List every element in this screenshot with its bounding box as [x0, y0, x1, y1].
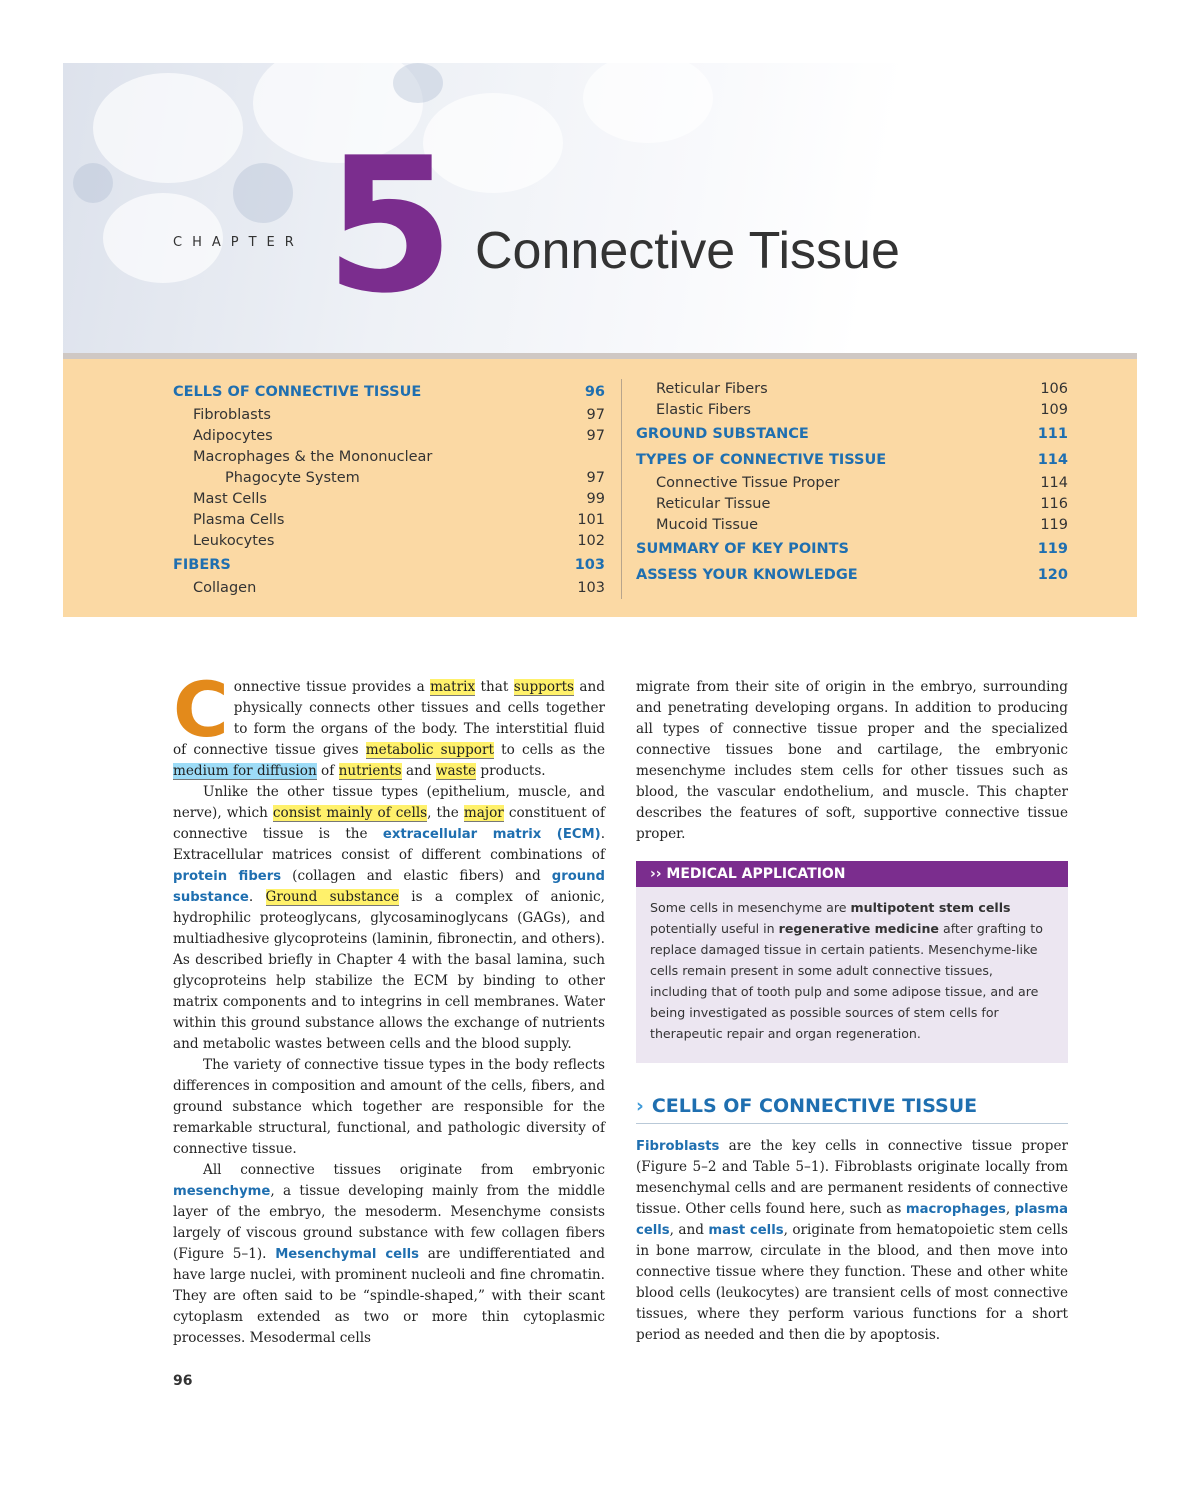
- key-term: ground substance: [173, 869, 605, 905]
- toc-entry[interactable]: [636, 447, 1068, 473]
- text-run: , and: [669, 1222, 709, 1238]
- toc-entry-page: 102: [577, 533, 605, 549]
- toc-entry[interactable]: [636, 421, 1068, 447]
- chapter-number: 5: [325, 117, 455, 334]
- toc-entry-page: 99: [586, 491, 605, 507]
- section-heading: [636, 1095, 1068, 1124]
- section-heading-text: CELLS OF CONNECTIVE TISSUE: [651, 1095, 978, 1117]
- toc-entry-label: Adipocytes: [193, 428, 273, 444]
- header-bg-cell: [583, 63, 713, 143]
- toc-entry-page: 109: [1040, 402, 1068, 418]
- text-run: that: [475, 679, 514, 695]
- toc-entry-label: Reticular Tissue: [656, 496, 771, 512]
- page-number: 96: [173, 1373, 193, 1389]
- text-run: and: [401, 763, 436, 779]
- toc-entry-page: 103: [577, 580, 605, 596]
- toc-entry[interactable]: [636, 536, 1068, 562]
- key-term: mesenchyme: [173, 1184, 271, 1199]
- toc-entry-page: 101: [577, 512, 605, 528]
- toc-entry-page: 119: [1040, 517, 1068, 533]
- highlight: matrix: [430, 679, 476, 695]
- medical-application-box: [636, 861, 1068, 1063]
- toc-entry[interactable]: [636, 379, 1068, 400]
- key-term: mast cells: [708, 1223, 784, 1238]
- toc-entry-label: Leukocytes: [193, 533, 275, 549]
- text-run: Unlike the other tissue types (epithelium, muscle, and nerve), which: [173, 784, 605, 821]
- text-run: after grafting to replace damaged tissue in certain patients. Mesenchyme-like cells remain present in some adult connective tissues, including that of tooth pulp and some adipose tissue, and are being investigated as possible sources of stem cells for therapeutic repair and organ regeneration.: [650, 921, 1043, 1041]
- highlight: consist mainly of cells: [272, 805, 428, 821]
- header-bg-cell: [93, 73, 243, 183]
- paragraph-variety: The variety of connective tissue types in the body reflects differences in composition and amount of the cells, fibers, and ground substance which together are responsible for the remarkable structural, functional, and pathologic diversity of connective tissue.: [173, 1057, 605, 1157]
- toc-left-column: [173, 379, 605, 599]
- text-run: onnective tissue provides a: [233, 679, 431, 695]
- toc-entry-label: Mucoid Tissue: [656, 517, 759, 533]
- toc-entry-page: 97: [586, 470, 605, 486]
- text-run: Some cells in mesenchyme are: [650, 900, 851, 915]
- toc-entry[interactable]: [173, 379, 605, 405]
- header-bg-shade: [393, 63, 443, 103]
- key-term: Fibroblasts: [636, 1139, 720, 1154]
- toc-entry[interactable]: [636, 400, 1068, 421]
- toc-entry[interactable]: [636, 515, 1068, 536]
- header-bg-shade: [73, 163, 113, 203]
- bold-term: multipotent stem cells: [850, 900, 1011, 915]
- text-run: and physically connects other tissues and cells together to form the organs of the body. The interstitial fluid of connective tissue gives: [173, 679, 605, 758]
- toc-entry[interactable]: [636, 562, 1068, 588]
- highlight-blue: medium for diffusion: [173, 763, 317, 779]
- bold-term: regenerative medicine: [778, 921, 939, 936]
- paragraph-ecm: [173, 782, 605, 1055]
- highlight: waste: [435, 763, 477, 779]
- key-term: Mesenchymal cells: [275, 1247, 420, 1262]
- toc-entry-label: SUMMARY OF KEY POINTS: [636, 541, 850, 557]
- toc-entry-label: CELLS OF CONNECTIVE TISSUE: [173, 384, 422, 400]
- toc-entry-label: Fibroblasts: [193, 407, 271, 423]
- key-term: extracellular matrix (ECM): [382, 827, 601, 842]
- toc-entry[interactable]: [173, 578, 605, 599]
- toc-entry-page: 103: [574, 557, 605, 573]
- paragraph-intro: [173, 665, 605, 782]
- text-run: are undifferentiated and have large nuclei, with prominent nucleoli and fine chromatin. They are often said to be “spindle-shaped,” with their scant cytoplasm extended as two or more thin cytoplasmic processes. Mesodermal cells: [173, 1246, 605, 1346]
- highlight: nutrients: [338, 763, 402, 779]
- toc-entry-label: Collagen: [193, 580, 257, 596]
- text-run: of: [316, 763, 339, 779]
- drop-cap: C: [173, 665, 229, 754]
- toc-entry-page: 114: [1037, 452, 1068, 468]
- toc-entry-page: 114: [1040, 475, 1068, 491]
- text-run: All connective tissues originate from embryonic: [203, 1162, 605, 1178]
- toc-entry-label: FIBERS: [173, 557, 231, 573]
- highlight: major: [463, 805, 504, 821]
- toc-entry[interactable]: [173, 468, 605, 489]
- toc-entry[interactable]: [173, 405, 605, 426]
- toc-entry-page: 97: [586, 407, 605, 423]
- chapter-header: [63, 63, 1137, 353]
- toc-entry-label: GROUND SUBSTANCE: [636, 426, 809, 442]
- text-run: to cells as the: [493, 742, 605, 758]
- key-term: plasma cells: [636, 1202, 1068, 1238]
- key-term: protein fibers: [173, 869, 282, 884]
- text-run: are the key cells in connective tissue proper (Figure 5–2 and Table 5–1). Fibroblasts originate locally from mesenchymal cells and are permanent residents of connective tissue. Other cells found here, such as: [636, 1138, 1068, 1217]
- toc-entry-label: Plasma Cells: [193, 512, 285, 528]
- body-left-column: [173, 665, 606, 1349]
- toc-entry-page: 119: [1037, 541, 1068, 557]
- toc-entry[interactable]: [173, 510, 605, 531]
- paragraph-mesenchyme: [173, 1160, 605, 1349]
- toc-entry-page: 97: [586, 428, 605, 444]
- paragraph-migration: migrate from their site of origin in the embryo, surrounding and penetrating developing organs. In addition to producing all types of connective tissue proper and the specialized connective tissues bone and cartilage, the embryonic mesenchyme includes stem cells for other tissues such as blood, the vascular endothelium, and muscle. This chapter describes the features of soft, supportive connective tissue proper.: [636, 679, 1068, 842]
- toc-entry-label: Phagocyte System: [225, 470, 360, 486]
- text-run: constituent of connective tissue is the: [173, 805, 605, 842]
- toc-divider: [621, 379, 622, 599]
- toc-entry-label: TYPES OF CONNECTIVE TISSUE: [636, 452, 887, 468]
- text-run: . Extracellular matrices consist of different combinations of: [173, 826, 606, 863]
- toc-entry-label: Mast Cells: [193, 491, 267, 507]
- toc-entry[interactable]: [173, 489, 605, 510]
- chapter-contents: [63, 359, 1137, 617]
- text-run: , originate from hematopoietic stem cells in bone marrow, circulate in the blood, and then move into connective tissue where they function. These and other white blood cells (leukocytes) are transient cells of most connective tissues, where they perform various functions for a short period as needed and then die by apoptosis.: [636, 1222, 1068, 1343]
- text-run: ,: [1005, 1201, 1015, 1217]
- chapter-title: Connective Tissue: [475, 222, 900, 280]
- toc-entry[interactable]: [173, 426, 605, 447]
- highlight: metabolic support: [365, 742, 494, 758]
- toc-entry[interactable]: [173, 447, 605, 468]
- highlight: Ground substance: [265, 889, 399, 905]
- text-run: (collagen and elastic fibers) and: [281, 868, 552, 884]
- page: [63, 63, 1137, 1473]
- text-run: , a tissue developing mainly from the middle layer of the embryo, the mesoderm. Mesenchyme consists largely of viscous ground substance with few collagen fibers (Figure 5–1).: [173, 1183, 605, 1262]
- toc-entry-label: ASSESS YOUR KNOWLEDGE: [636, 567, 858, 583]
- chevron-right-icon: ›: [636, 1095, 644, 1117]
- toc-entry[interactable]: [173, 531, 605, 552]
- toc-entry-page: 116: [1040, 496, 1068, 512]
- key-term: macrophages: [905, 1202, 1006, 1217]
- toc-entry-label: Connective Tissue Proper: [656, 475, 840, 491]
- toc-entry-label: Reticular Fibers: [656, 381, 768, 397]
- medical-application-text: [636, 887, 1068, 1054]
- toc-entry-label: Elastic Fibers: [656, 402, 751, 418]
- toc-entry-page: 111: [1037, 426, 1068, 442]
- medical-application-heading: ›› MEDICAL APPLICATION: [636, 861, 1068, 887]
- text-run: , the: [427, 805, 464, 821]
- text-run: products.: [476, 763, 546, 779]
- text-run: potentially useful in: [650, 921, 779, 936]
- toc-right-column: [636, 379, 1068, 588]
- toc-entry-label: Macrophages & the Mononuclear: [193, 449, 433, 465]
- text-run: .: [248, 889, 266, 905]
- toc-entry-page: 120: [1037, 567, 1068, 583]
- body-right-column: [636, 677, 1068, 845]
- toc-entry-page: 106: [1040, 381, 1068, 397]
- header-bg-shade: [233, 163, 293, 223]
- chapter-label: CHAPTER: [173, 235, 304, 250]
- highlight: supports: [513, 679, 575, 695]
- text-run: is a complex of anionic, hydrophilic proteoglycans, glycosaminoglycans (GAGs), and multiadhesive glycoproteins (laminin, fibronectin, and others). As described briefly in Chapter 4 with the basal lamina, such glycoproteins help stabilize the ECM by binding to other matrix components and to integrins in cell membranes. Water within this ground substance allows the exchange of nutrients and metabolic wastes between cells and the blood supply.: [173, 889, 605, 1052]
- section-body: [636, 1136, 1068, 1346]
- toc-entry[interactable]: [173, 552, 605, 578]
- paragraph-fibroblasts: [636, 1136, 1068, 1346]
- toc-entry[interactable]: [636, 473, 1068, 494]
- toc-entry[interactable]: [636, 494, 1068, 515]
- toc-entry-page: 96: [584, 384, 605, 400]
